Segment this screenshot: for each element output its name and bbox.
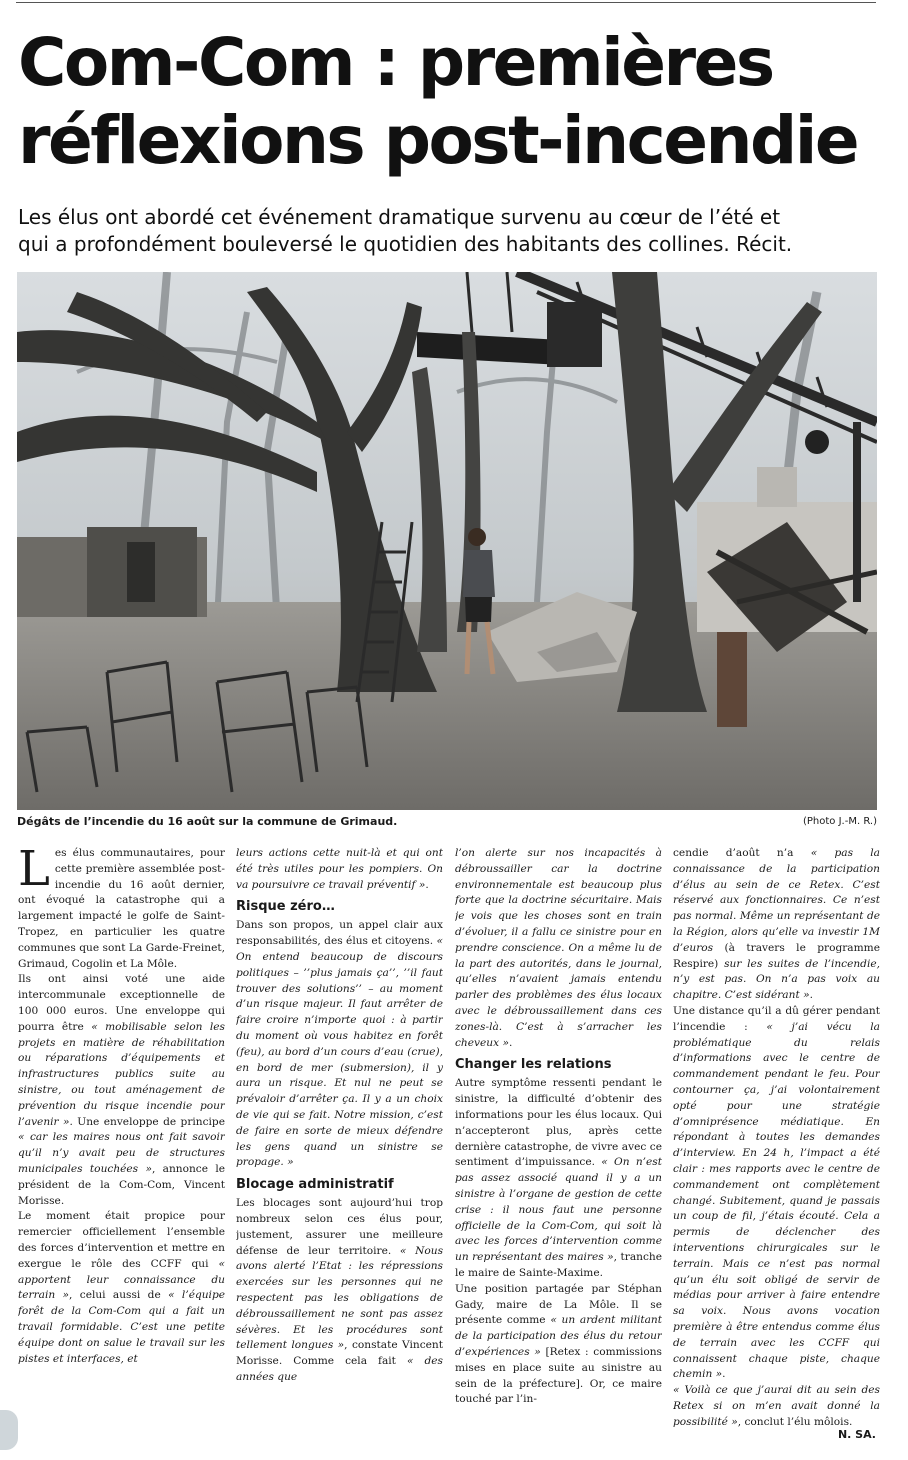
subheading-blocage-administratif: Blocage administratif	[236, 1177, 394, 1193]
quote-text: « apportent leur connaissance du terrain »	[18, 1257, 225, 1302]
paragraph-text: Dans son propos, un appel clair aux responsabilités, des élus et citoyens.	[236, 919, 443, 948]
paragraph-text: . Une enveloppe de principe	[69, 1115, 225, 1128]
quote-text: « Voilà ce que j’aurai dit au sein des Retex si on m’en avait donné la possibilité »	[673, 1384, 880, 1428]
paragraph-text: , celui aussi de	[69, 1289, 161, 1302]
paragraph-text: , tranche le maire de Sainte-Maxime.	[455, 1251, 662, 1279]
paragraph-text: .	[425, 878, 429, 891]
ruined-shed-left	[17, 527, 207, 617]
paragraph-text: , annonce le président de la Com-Com, Vincent Morisse.	[18, 1162, 225, 1207]
paragraph-text: , conclut l’élu môlois.	[737, 1415, 853, 1428]
burnt-forest-photo	[17, 272, 877, 810]
paragraph-text: .	[722, 1368, 726, 1381]
headline-line-2: réflexions post-incendie	[18, 102, 858, 179]
paragraph-text: .	[508, 1036, 513, 1049]
paragraph	[455, 1076, 662, 1281]
paragraph-text: , constate Vincent Morisse. Comme cela fait	[236, 1339, 443, 1368]
article-headline	[18, 24, 890, 180]
paragraph-text: .	[809, 989, 813, 1002]
paragraph	[236, 1196, 443, 1386]
paragraph-text: cendie d’août n’a	[673, 847, 794, 859]
paragraph	[673, 1004, 880, 1383]
photo-caption-bar	[17, 815, 877, 831]
paragraph	[455, 846, 662, 1051]
quote-text: « pas la connaissance de la participation d’élus au sein de ce Retex. C’est réservé aux fonctionnaires. Ce n’est pas normal. Même un représentant de la Région, alors qu’elle va investir 1M d’euros	[673, 847, 880, 954]
paragraph-text: [Retex : commissions mises en place suite au sinistre au sein de la préfecture]. Or, ce maire touché par l’in-	[455, 1345, 662, 1406]
quote-text: « On entend beaucoup de discours politiques – ’’plus jamais ça’’, ’’il faut trouver des solutions’’ – au moment d’un risque majeur. Il faut arrêter de faire croire n’importe quoi : à partir du moment où vous habitez en forêt (feu), au bord d’un cours d’eau (crue), en bord de mer (submersion), il y aura un risque. Et nul ne peut se prévaloir d’arrêter ça. Il y a un choix de vie qui se fait. Notre mission, c’est de faire en sorte de mieux défendre les gens quand un sinistre se propage. »	[236, 935, 443, 1169]
paragraph	[673, 846, 880, 1004]
quote-text: « l’équipe forêt de la Com-Com qui a fait un travail formidable. C’est une petite équipe dont on salue le travail sur les pistes et interfaces, et	[18, 1289, 225, 1365]
author-signature: N. SA.	[837, 1428, 876, 1441]
subtitle-line-1: Les élus ont abordé cet événement dramatique survenu au cœur de l’été et	[18, 205, 781, 229]
quote-text: « mobilisable selon les projets en matière de réhabilitation ou réparations d’équipements et infrastructures publics suite au sinistre, ou tout aménagement de prévention du risque incendie pour l’avenir »	[18, 1020, 225, 1128]
quote-text: « Nous avons alerté l’Etat : les répressions exercées sur les personnes qui ne respectent pas les obligations de débroussaillement ne sont pas assez sévères. Et les procédures sont tellement longues »	[236, 1244, 443, 1352]
article-column-3	[455, 846, 662, 1446]
quote-text: « car les maires nous ont fait savoir qu’il n’y avait peu de structures municipales touchées »	[18, 1131, 225, 1175]
top-rule	[16, 2, 876, 3]
paragraph	[673, 1383, 880, 1430]
paragraph	[18, 846, 225, 972]
photo-caption: Dégâts de l’incendie du 16 août sur la commune de Grimaud.	[17, 815, 398, 828]
paragraph	[236, 846, 443, 893]
paragraph-text: Une distance qu’il a dû gérer pendant l’incendie :	[673, 1004, 880, 1033]
paragraph	[18, 1209, 225, 1367]
article-photo	[17, 272, 877, 810]
quote-text: « des années que	[236, 1355, 443, 1383]
quote-text: leurs actions cette nuit-là et qui ont été très utiles pour les pompiers. On va poursuivre ce travail préventif »	[236, 847, 443, 891]
paragraph-text: es élus communautaires, pour cette première assemblée post-incendie du 16 août dernier, ont évoqué la catastrophe qui a largement impacté le golfe de Saint-Tropez, en particulier les quatre communes que sont La Garde-Freinet, Grimaud, Cogolin et La Môle.	[18, 847, 225, 970]
paragraph	[236, 918, 443, 1171]
quote-text: sur les suites de l’incendie, n’y est pas. On n’a pas voix au chapitre. C’est sidérant »	[673, 957, 880, 1002]
article-column-2	[236, 846, 443, 1446]
paragraph	[455, 1282, 662, 1408]
paragraph-text: Une position partagée par Stéphan Gady, maire de La Môle. Il se présente comme	[455, 1282, 662, 1327]
drop-cap: L	[18, 846, 50, 897]
paragraph-text: Le moment était propice pour remercier officiellement l’ensemble des forces d’intervention et mettre en exergue le rôle des CCFF qui	[18, 1210, 225, 1270]
chimney-stove	[717, 632, 747, 727]
quote-text: « un ardent militant de la participation des élus du retour d’expériences »	[455, 1314, 662, 1358]
article-subtitle	[18, 204, 890, 258]
subheading-risque-zero: Risque zéro…	[236, 899, 335, 915]
photo-credit: (Photo J.-M. R.)	[803, 816, 877, 827]
paragraph-text: Autre symptôme ressenti pendant le sinistre, la difficulté d’obtenir des informations pour les élus locaux. Qui n’accepteront plus, après cette dernière catastrophe, de vivre avec ce sentiment d’impuissance.	[455, 1077, 662, 1169]
paragraph-text: Ils ont ainsi voté une aide intercommunale exceptionnelle de 100 000 euros. Une enveloppe qui pourra être	[18, 973, 225, 1033]
paragraph-text: Les blocages sont aujourd’hui trop nombreux selon ces élus pour, justement, assurer une meilleure défense de leur territoire.	[236, 1197, 443, 1257]
headline-line-1: Com-Com : premières	[18, 24, 773, 101]
article-column-4	[673, 846, 880, 1446]
quote-text: l’on alerte sur nos incapacités à débroussailler car la doctrine environnementale est beaucoup plus forte que la doctrine sécuritaire. Mais je vois que les choses sont en train d’évoluer, il a fallu ce sinistre pour en prendre conscience. On a même lu de la part des autorités, dans le journal, qu’elles n’avaient jamais entendu parler des problèmes des élus locaux avec le débroussaillement dans ces zones-là. C’est à s’arracher les cheveux »	[455, 847, 662, 1049]
subheading-changer-les-relations: Changer les relations	[455, 1057, 612, 1073]
page-edge-mark	[0, 1410, 18, 1450]
photo-ground	[17, 602, 877, 810]
quote-text: « j’ai vécu la problématique du relais d’informations avec le centre de commandement pendant le feu. Pour contourner ça, j’ai volontairement opté pour une stratégie d’omniprésence médiatique. En répondant à toutes les demandes d’interview. En 24 h, l’impact a été clair : mes rapports avec le centre de commandement ont complètement changé. Subitement, quand je passais un coup de fil, j’étais écouté. Cela a permis de déclencher des interventions chirurgicales sur le terrain. Mais ce n’est pas normal qu’un élu soit obligé de servir de médias pour arriver à faire entendre sa voix. Nous avons vocation première à être entendus comme élus de terrain avec les CCFF qui connaissent chaque piste, chaque chemin »	[673, 1020, 880, 1381]
quote-text: « On n’est pas assez associé quand il y a un sinistre à l’organe de gestion de cette crise : il nous faut une personne officielle de la Com-Com, qui soit là avec les forces d’intervention comme un représentant des maires »	[455, 1156, 662, 1264]
paragraph	[18, 972, 225, 1209]
paragraph-text: (à travers le programme Respire)	[673, 941, 880, 970]
article-column-1	[18, 846, 225, 1446]
subtitle-line-2: qui a profondément bouleversé le quotidien des habitants des collines. Récit.	[18, 232, 793, 256]
